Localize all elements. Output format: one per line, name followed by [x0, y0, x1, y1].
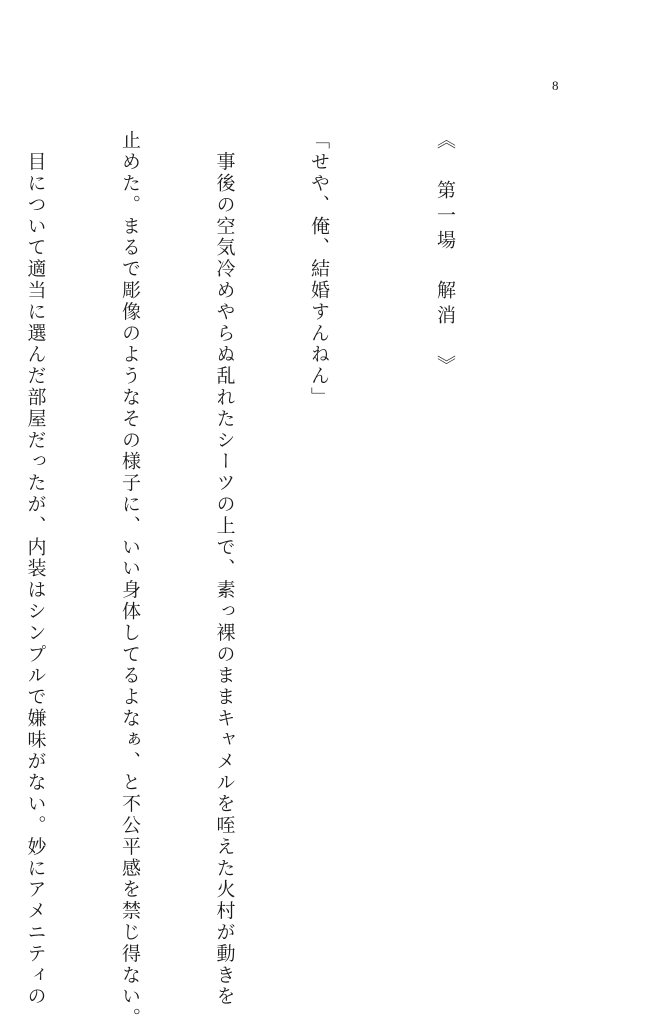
text-line: 止めた。まるで彫像のようなその様子に、いい身体してるよなぁ、と不公平感を禁じ得ない。	[119, 130, 141, 1029]
text-line: 目について適当に選んだ部屋だったが、内装はシンプルで嫌味がない。妙にアメニティの	[24, 130, 47, 1008]
text-line: 「せや、俺、結婚すんねん」	[308, 130, 330, 409]
chapter-heading: 《 第一場 解消 》	[434, 130, 456, 380]
page-number: 8	[552, 78, 559, 93]
text-line: 事後の空気冷めやらぬ乱れたシーツの上で、素っ裸のままキャメルを咥えた火村が動きを	[213, 130, 236, 1008]
body-text	[0, 130, 523, 1029]
